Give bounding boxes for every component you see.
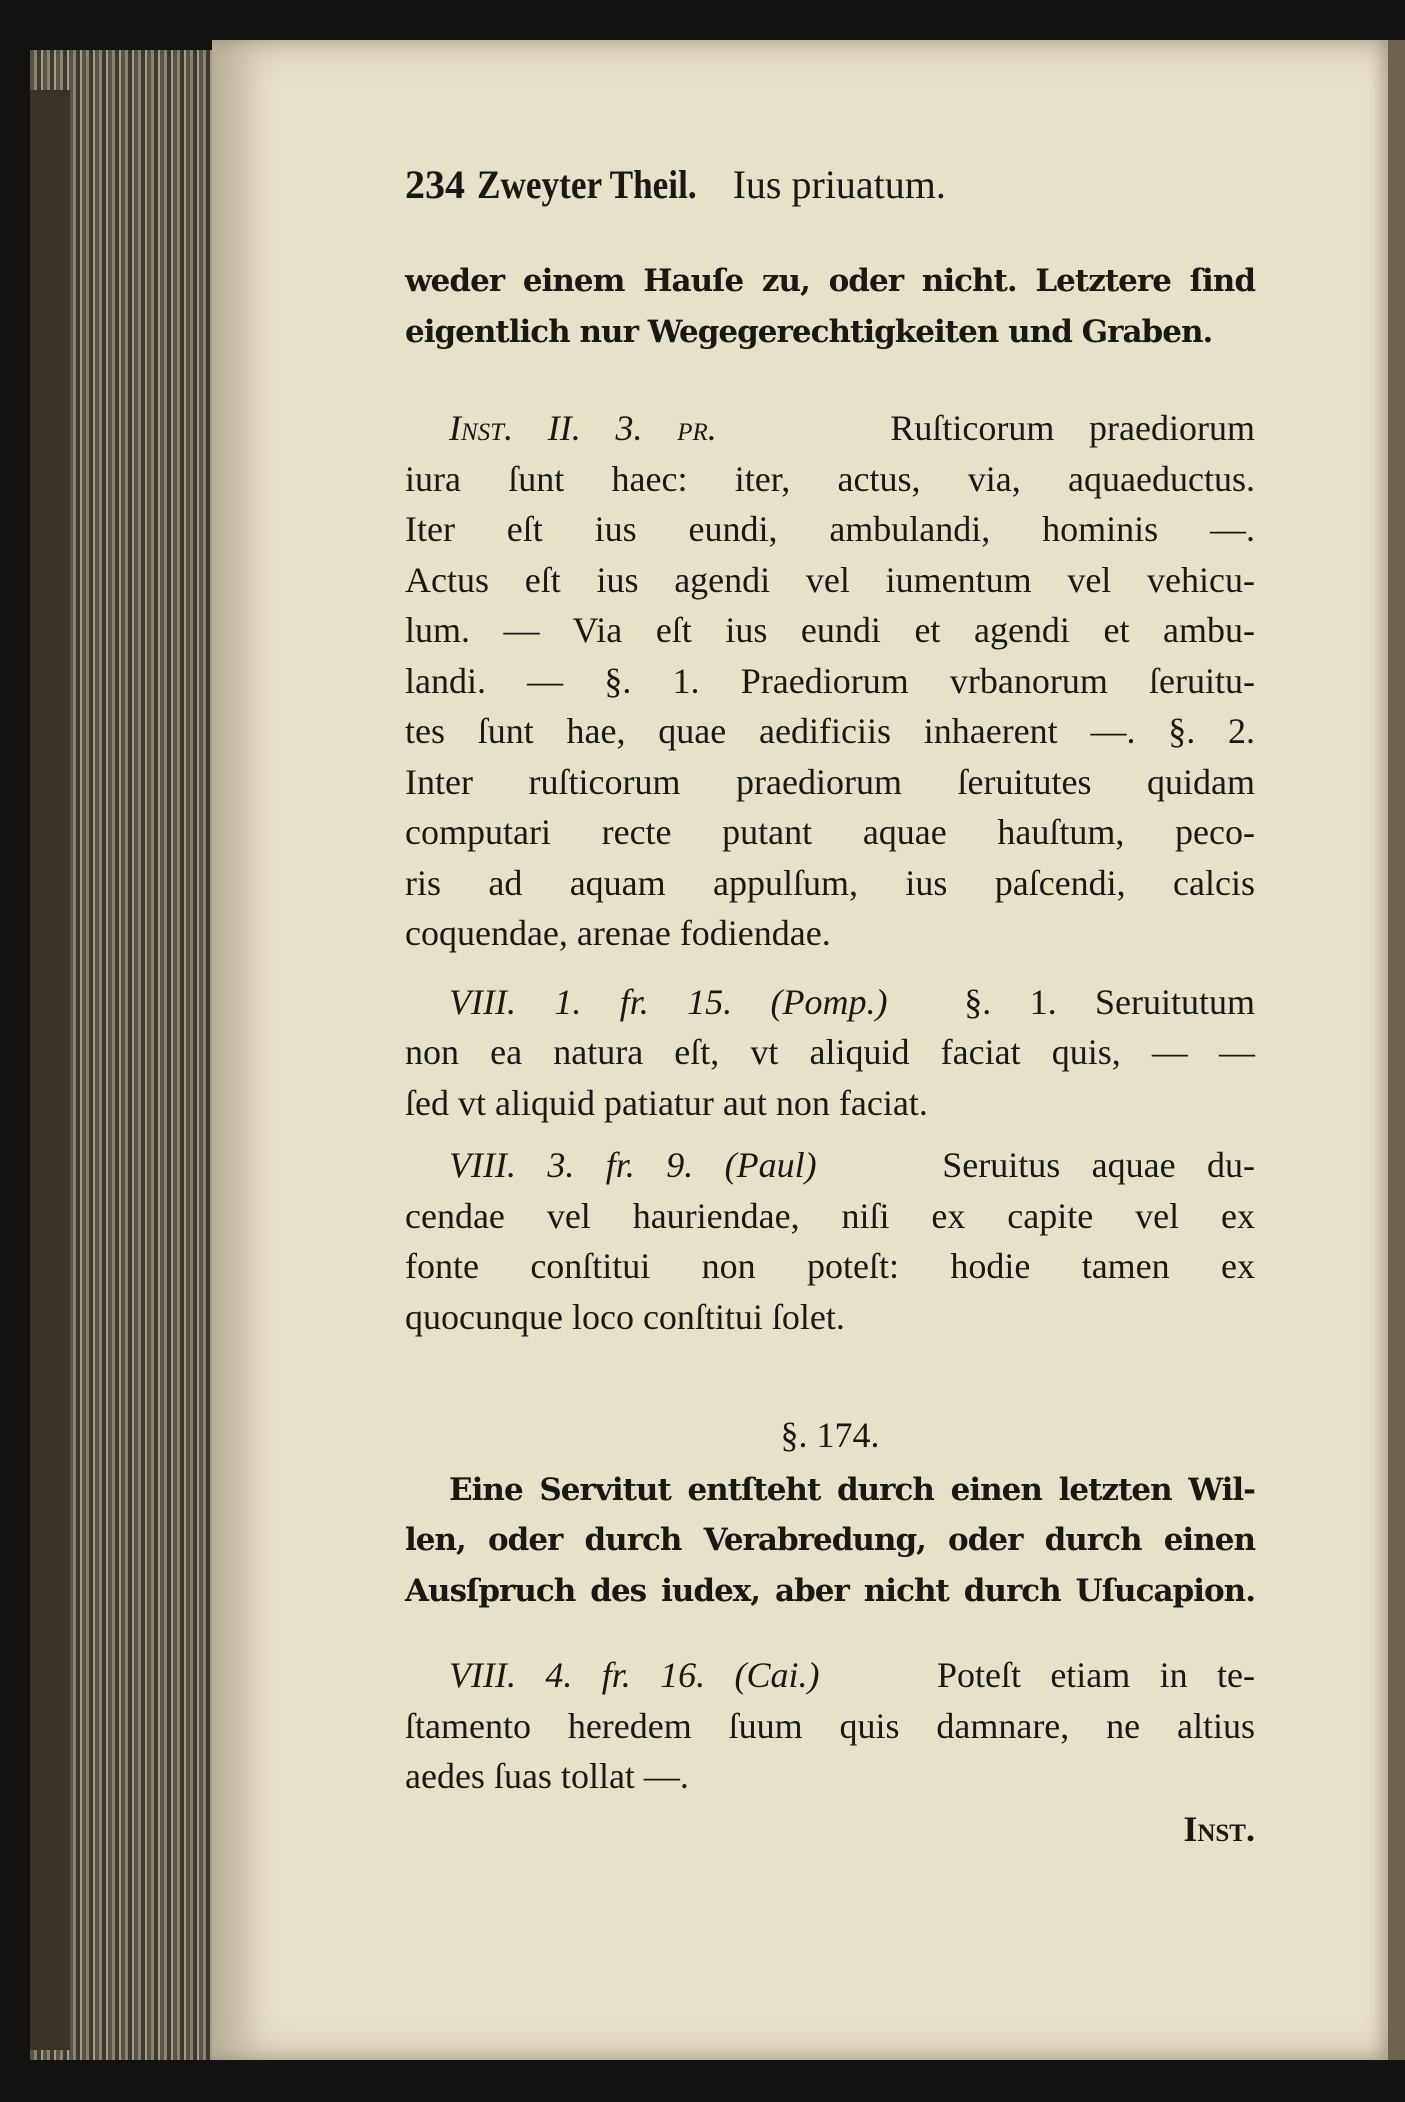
text-line: ris ad aquam appulſum, ius paſcendi, calcis xyxy=(405,862,1255,903)
text-line: ſed vt aliquid patiatur aut non faciat. xyxy=(405,1082,928,1123)
paragraph-german-174 xyxy=(405,1465,1255,1617)
page-number: 234 xyxy=(405,162,465,207)
text-line: eigentlich nur Wegegerechtigkeiten und Graben. xyxy=(405,313,1213,350)
text-line: non ea natura eſt, vt aliquid faciat quis, — — xyxy=(405,1032,1255,1072)
paragraph-viii-3 xyxy=(405,1140,1255,1342)
paragraph-german-continuation xyxy=(405,256,1255,357)
text-line: Eine Servitut entſteht durch einen letzten Wil- xyxy=(449,1471,1255,1508)
book-cover-edge xyxy=(30,90,70,2050)
text-line: Iter eſt ius eundi, ambulandi, hominis —. xyxy=(405,509,1255,549)
text-line: Inter ruſticorum praediorum ſeruitutes quidam xyxy=(405,761,1255,802)
book-gutter xyxy=(1388,40,1405,2060)
text-line: §. 1. Seruitutum xyxy=(964,981,1255,1022)
text-line: weder einem Hauſe zu, oder nicht. Letztere ſind xyxy=(405,263,1255,299)
section-title: Ius priuatum. xyxy=(732,162,946,207)
text-line: Ausſpruch des iudex, aber nicht durch Uſucapion. xyxy=(405,1572,1255,1609)
paragraph-viii-1 xyxy=(405,977,1255,1129)
citation: VIII. 4. fr. 16. (Cai.) xyxy=(449,1655,820,1695)
text-line: Poteſt etiam in te- xyxy=(936,1655,1255,1695)
paragraph-inst-ii-3 xyxy=(405,403,1255,959)
text-line: computari recte putant aquae hauſtum, peco- xyxy=(405,812,1255,852)
text-line: fonte conſtitui non poteſt: hodie tamen ex xyxy=(405,1246,1255,1286)
catchword: Inst. xyxy=(1183,1808,1255,1849)
catchword-block xyxy=(405,1804,1255,1855)
page-text xyxy=(405,160,1255,1854)
citation: Inst. II. 3. pr. xyxy=(449,408,717,448)
section-heading xyxy=(405,1410,1255,1461)
citation: VIII. 3. fr. 9. (Paul) xyxy=(449,1145,817,1185)
text-line: Actus eſt ius agendi vel iumentum vel vehicu- xyxy=(405,559,1255,600)
text-line: coquendae, arenae fodiendae. xyxy=(405,913,831,953)
text-line: quocunque loco conſtitui ſolet. xyxy=(405,1296,845,1337)
text-line: Seruitus aquae du- xyxy=(942,1145,1255,1185)
text-line: lum. — Via eſt ius eundi et agendi et ambu- xyxy=(405,610,1255,650)
text-line: iura ſunt haec: iter, actus, via, aquaeductus. xyxy=(405,458,1255,499)
running-header xyxy=(405,160,1255,220)
text-line: ſtamento heredem ſuum quis damnare, ne altius xyxy=(405,1705,1255,1746)
part-title: Zweyter Theil. xyxy=(477,162,697,207)
text-line: cendae vel hauriendae, niſi ex capite vel ex xyxy=(405,1195,1255,1236)
text-line: len, oder durch Verabredung, oder durch einen xyxy=(405,1522,1255,1558)
citation: VIII. 1. fr. 15. (Pomp.) xyxy=(449,981,888,1022)
paragraph-viii-4 xyxy=(405,1650,1255,1802)
text-line: tes ſunt hae, quae aedificiis inhaerent —. §. 2. xyxy=(405,711,1255,751)
section-number: §. 174. xyxy=(780,1415,880,1455)
text-line: aedes ſuas tollat —. xyxy=(405,1756,689,1796)
text-line: landi. — §. 1. Praediorum vrbanorum ſeruitu- xyxy=(405,660,1255,701)
text-line: Ruſticorum praediorum xyxy=(890,408,1255,448)
